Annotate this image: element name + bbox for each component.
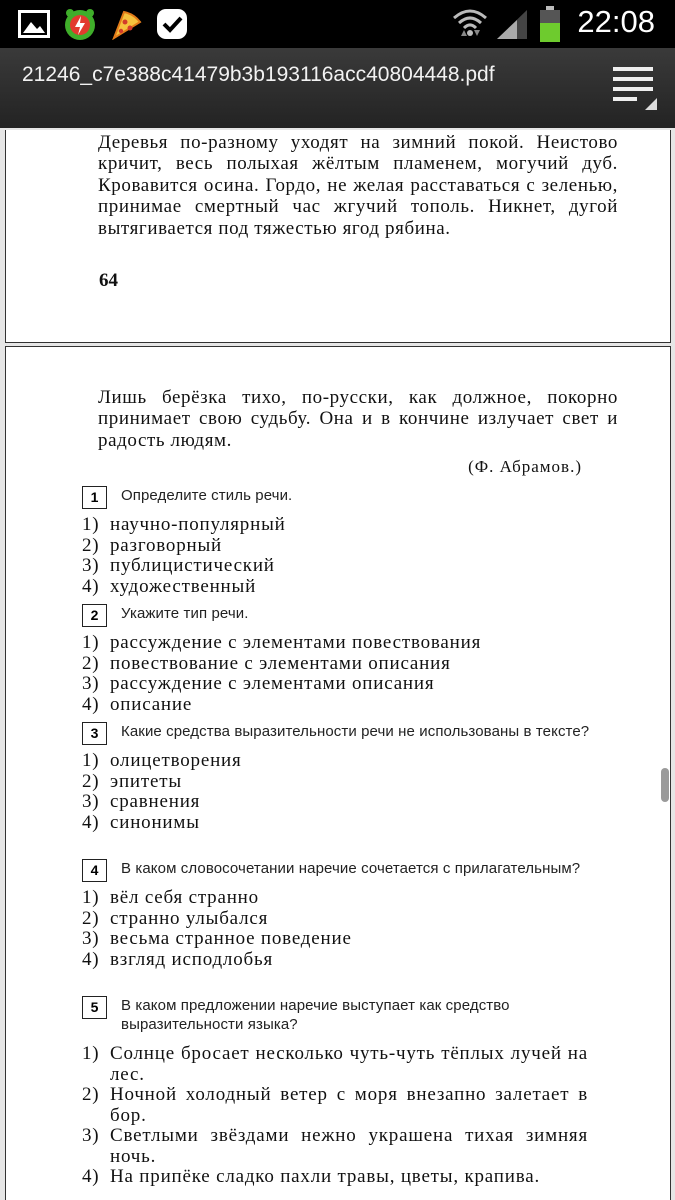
question-5 bbox=[82, 996, 602, 1188]
question-number: 4 bbox=[82, 859, 107, 882]
answer-option: 2) странно улыбался bbox=[82, 907, 269, 929]
answer-options bbox=[82, 888, 602, 970]
answer-options bbox=[82, 633, 602, 715]
document-title: 21246_c7e388c41479b3b193116acc40804448.pdf bbox=[22, 63, 495, 86]
question-4 bbox=[82, 859, 602, 970]
question-text: Определите стиль речи. bbox=[121, 487, 293, 504]
question-1 bbox=[82, 486, 602, 597]
answer-option: 4) На припёке сладко пахли травы, цветы, крапива. bbox=[82, 1166, 541, 1187]
question-3 bbox=[82, 722, 602, 833]
answer-option: 1) Солнце бросает несколько чуть-чуть тёплых лучей на лес. bbox=[82, 1043, 588, 1085]
pdf-page-64 bbox=[5, 130, 671, 343]
pdf-page-65 bbox=[5, 346, 671, 1200]
question-text: В каком словосочетании наречие сочетается с прилагательным? bbox=[121, 860, 581, 877]
gallery-icon bbox=[18, 10, 50, 38]
answer-option: 1) научно-популярный bbox=[82, 514, 286, 535]
answer-option: 3) рассуждение с элементами описания bbox=[82, 673, 435, 694]
question-text: Какие средства выразительности речи не использованы в тексте? bbox=[121, 723, 590, 740]
answer-option: 4) описание bbox=[82, 693, 193, 715]
answer-option: 1) олицетворения bbox=[82, 750, 242, 771]
answer-options bbox=[82, 515, 602, 597]
page-paragraph: Лишь берёзка тихо, по-русски, как должное, покорно принимает свою судьбу. Она и в кончине излучает свет и радость людям. bbox=[98, 387, 618, 451]
author-attribution: (Ф. Абрамов.) bbox=[468, 457, 582, 476]
question-2 bbox=[82, 604, 602, 715]
answer-options bbox=[82, 1044, 602, 1188]
menu-icon[interactable] bbox=[611, 64, 657, 110]
wifi-icon bbox=[452, 6, 488, 42]
question-number: 2 bbox=[82, 604, 107, 627]
page-paragraph: Деревья по-разному уходят на зимний покой. Неистово кричит, весь полыхая жёлтым пламенем, могучий дуб. Кровавится осина. Гордо, не желая расставаться с зеленью, принимае смертный час жгучий тополь. Никнет, дугой вытягивается под тяжестью ягод рябина. bbox=[98, 132, 618, 239]
answer-option: 3) сравнения bbox=[82, 791, 201, 812]
pizza-icon bbox=[110, 8, 142, 40]
answer-option: 4) синонимы bbox=[82, 811, 200, 833]
answer-option: 2) разговорный bbox=[82, 534, 223, 556]
answer-option: 2) Ночной холодный ветер с моря внезапно залетает в бор. bbox=[82, 1084, 588, 1126]
clock: 22:08 bbox=[577, 4, 655, 39]
scrollbar-thumb[interactable] bbox=[661, 768, 669, 802]
answer-option: 3) публицистический bbox=[82, 555, 275, 576]
answer-option: 4) художественный bbox=[82, 575, 257, 597]
answer-option: 2) повествование с элементами описания bbox=[82, 652, 451, 674]
battery-icon bbox=[538, 5, 562, 43]
check-icon bbox=[155, 7, 189, 41]
question-number: 5 bbox=[82, 996, 107, 1019]
shield-app-icon bbox=[62, 6, 98, 42]
answer-option: 3) Светлыми звёздами нежно украшена тихая зимняя ночь. bbox=[82, 1125, 588, 1167]
title-bar bbox=[0, 48, 675, 128]
answer-option: 4) взгляд исподлобья bbox=[82, 948, 273, 970]
answer-option: 1) рассуждение с элементами повествования bbox=[82, 632, 482, 653]
answer-options bbox=[82, 751, 602, 833]
signal-icon bbox=[495, 8, 531, 40]
status-bar bbox=[0, 0, 675, 48]
question-number: 1 bbox=[82, 486, 107, 509]
question-text: Укажите тип речи. bbox=[121, 605, 249, 622]
question-text: В каком предложении наречие выступает как средство выразительности языка? bbox=[121, 997, 510, 1033]
answer-option: 2) эпитеты bbox=[82, 770, 182, 792]
question-number: 3 bbox=[82, 722, 107, 745]
answer-option: 1) вёл себя странно bbox=[82, 887, 259, 908]
answer-option: 3) весьма странное поведение bbox=[82, 928, 352, 949]
page-number: 64 bbox=[99, 270, 118, 291]
